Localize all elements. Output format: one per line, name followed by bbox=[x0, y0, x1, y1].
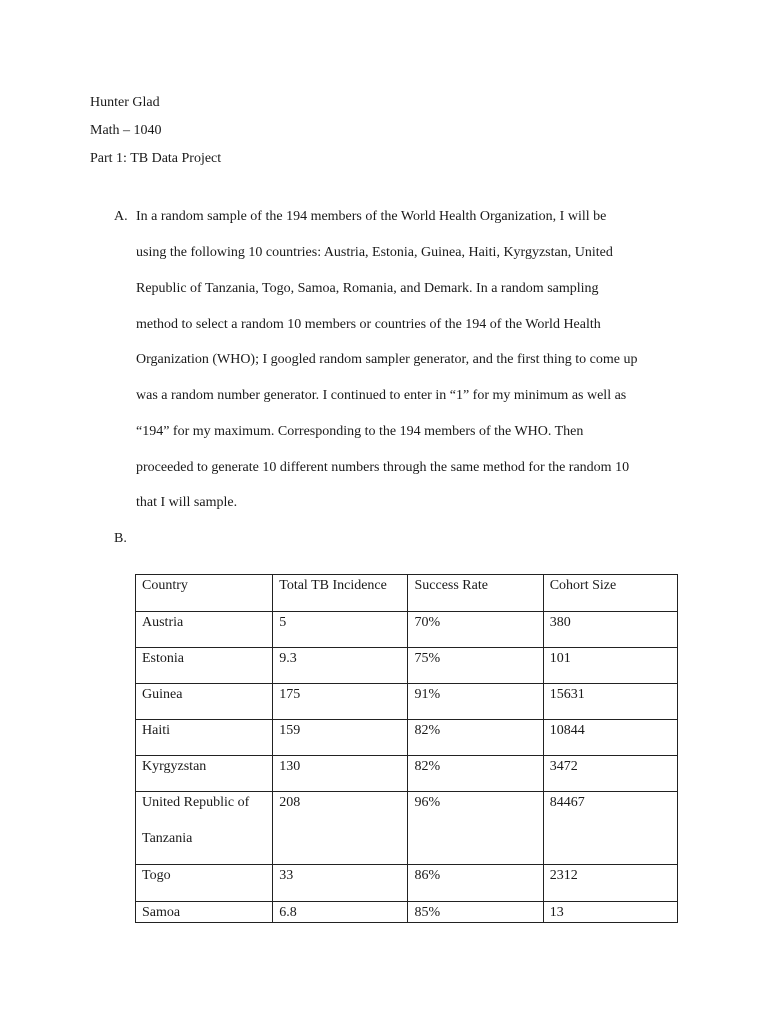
cell-country: Austria bbox=[136, 612, 273, 648]
cell-incidence: 208 bbox=[273, 792, 408, 865]
cell-cohort-size: 3472 bbox=[543, 756, 677, 792]
cell-country: Togo bbox=[136, 865, 273, 902]
cell-success-rate: 82% bbox=[408, 756, 543, 792]
cell-country: Samoa bbox=[136, 902, 273, 923]
cell-cohort-size: 2312 bbox=[543, 865, 677, 902]
cell-success-rate: 82% bbox=[408, 720, 543, 756]
cell-cohort-size: 84467 bbox=[543, 792, 677, 865]
cell-country: Kyrgyzstan bbox=[136, 756, 273, 792]
cell-success-rate: 70% bbox=[408, 612, 543, 648]
table-row bbox=[136, 720, 678, 756]
cell-cohort-size: 380 bbox=[543, 612, 677, 648]
table-row bbox=[136, 684, 678, 720]
section-a-line: “194” for my maximum. Corresponding to the 194 members of the WHO. Then bbox=[136, 424, 584, 439]
course-name: Math – 1040 bbox=[90, 123, 162, 138]
cell-incidence: 159 bbox=[273, 720, 408, 756]
cell-incidence: 9.3 bbox=[273, 648, 408, 684]
cell-incidence: 33 bbox=[273, 865, 408, 902]
author-name: Hunter Glad bbox=[90, 95, 160, 110]
table-row bbox=[136, 612, 678, 648]
cell-cohort-size: 101 bbox=[543, 648, 677, 684]
section-a-line: method to select a random 10 members or countries of the 194 of the World Health bbox=[136, 317, 601, 332]
cell-cohort-size: 10844 bbox=[543, 720, 677, 756]
table-row bbox=[136, 792, 678, 865]
cell-incidence: 130 bbox=[273, 756, 408, 792]
table-row bbox=[136, 756, 678, 792]
section-a-line: In a random sample of the 194 members of the World Health Organization, I will be bbox=[136, 209, 607, 224]
cell-success-rate: 75% bbox=[408, 648, 543, 684]
section-a-line: that I will sample. bbox=[136, 495, 238, 510]
cell-cohort-size: 13 bbox=[543, 902, 677, 923]
tb-data-table bbox=[135, 574, 678, 923]
section-a-line: proceeded to generate 10 different numbers through the same method for the random 10 bbox=[136, 460, 630, 475]
cell-country: Haiti bbox=[136, 720, 273, 756]
header-total-tb-incidence: Total TB Incidence bbox=[273, 575, 408, 612]
table-row bbox=[136, 648, 678, 684]
cell-country: Guinea bbox=[136, 684, 273, 720]
cell-incidence: 175 bbox=[273, 684, 408, 720]
section-a-line: Organization (WHO); I googled random sampler generator, and the first thing to come up bbox=[136, 352, 638, 367]
header-success-rate: Success Rate bbox=[408, 575, 543, 612]
cell-country-line: Tanzania bbox=[142, 831, 193, 846]
cell-incidence: 6.8 bbox=[273, 902, 408, 923]
cell-cohort-size: 15631 bbox=[543, 684, 677, 720]
table-row bbox=[136, 865, 678, 902]
section-a-marker: A. bbox=[114, 209, 128, 224]
project-title: Part 1: TB Data Project bbox=[90, 151, 222, 166]
section-b-marker: B. bbox=[114, 531, 127, 546]
cell-incidence: 5 bbox=[273, 612, 408, 648]
header-country: Country bbox=[136, 575, 273, 612]
section-a-line: Republic of Tanzania, Togo, Samoa, Romania, and Demark. In a random sampling bbox=[136, 281, 599, 296]
cell-success-rate: 96% bbox=[408, 792, 543, 865]
cell-country: Estonia bbox=[136, 648, 273, 684]
cell-success-rate: 85% bbox=[408, 902, 543, 923]
table-row bbox=[136, 902, 678, 923]
cell-success-rate: 91% bbox=[408, 684, 543, 720]
section-a-line: was a random number generator. I continued to enter in “1” for my minimum as well as bbox=[136, 388, 627, 403]
table-header-row bbox=[136, 575, 678, 612]
cell-country bbox=[136, 792, 273, 865]
header-cohort-size: Cohort Size bbox=[543, 575, 677, 612]
cell-success-rate: 86% bbox=[408, 865, 543, 902]
section-a-line: using the following 10 countries: Austria, Estonia, Guinea, Haiti, Kyrgyzstan, United bbox=[136, 245, 613, 260]
cell-country-line: United Republic of bbox=[142, 795, 250, 810]
